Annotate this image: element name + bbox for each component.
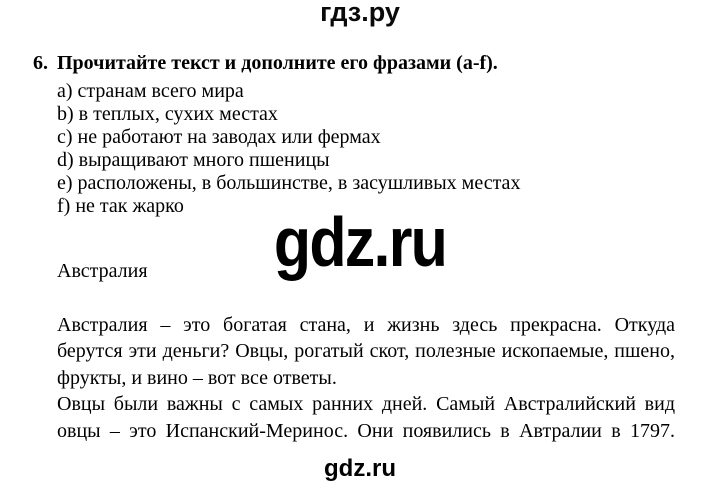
text-title-australia: Австралия — [57, 260, 148, 282]
text-line: Австралия – это богатая стана, и жизнь здесь прекрасна. Откуда — [57, 314, 675, 336]
task-number: 6. — [33, 52, 48, 74]
option-item-a: a) странам всего мира — [57, 80, 244, 102]
task-title: Прочитайте текст и дополните его фразами (a-f). — [57, 52, 498, 74]
site-logo-text: гдз.ру — [320, 0, 400, 27]
article-body — [57, 312, 675, 444]
option-item-f: f) не так жарко — [57, 195, 184, 217]
text-line: Овцы были важны с самых ранних дней. Самый Австралийский вид — [57, 393, 675, 416]
option-item-c: c) не работают на заводах или фермах — [57, 126, 381, 148]
gdz-large-watermark: gdz.ru — [273, 203, 447, 281]
task-heading — [33, 51, 498, 75]
text-line: берутся эти деньги? Овцы, рогатый скот, полезные ископаемые, пшено, — [57, 340, 675, 363]
answer-options-list — [57, 80, 520, 218]
option-item-d: d) выращивают много пшеницы — [57, 149, 330, 171]
gdz-small-watermark: gdz.ru — [324, 455, 396, 482]
text-line: овцы – это Испанский-Меринос. Они появились в Автралии в 1797. — [57, 419, 675, 442]
text-line: фрукты, и вино – вот все ответы. — [57, 366, 337, 389]
option-item-e: e) расположены, в большинстве, в засушливых местах — [57, 172, 521, 194]
option-item-b: b) в теплых, сухих местах — [57, 103, 278, 125]
